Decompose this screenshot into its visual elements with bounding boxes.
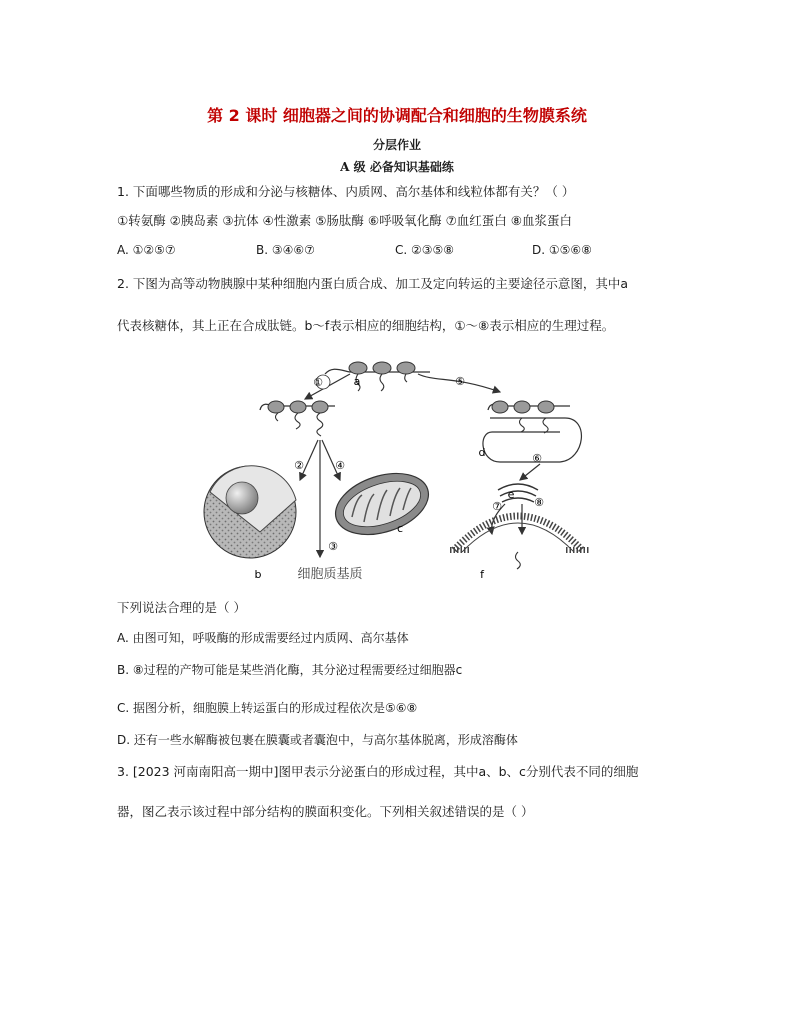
q2-option-d: D. 还有一些水解酶被包裹在膜囊或者囊泡中，与高尔基体脱离，形成溶酶体 xyxy=(117,733,518,747)
mitochondrion-c xyxy=(328,463,437,546)
level-heading: A 级 必备知识基础练 xyxy=(340,160,454,174)
q2-stem-line2: 代表核糖体，其上正在合成肽链。b～f表示相应的细胞结构，①～⑧表示相应的生理过程。 xyxy=(117,318,615,333)
q1-items: ①转氨酶 ②胰岛素 ③抗体 ④性激素 ⑤肠肽酶 ⑥呼吸氧化酶 ⑦血红蛋白 ⑧血浆蛋白 xyxy=(117,213,572,228)
q3-stem-line2: 器，图乙表示该过程中部分结构的膜面积变化。下列相关叙述错误的是（ ） xyxy=(117,804,534,819)
q1-option-a: A. ①②⑤⑦ xyxy=(117,243,176,257)
process-1: ① xyxy=(313,376,323,389)
q1-stem: 1. 下面哪些物质的形成和分泌与核糖体、内质网、高尔基体和线粒体都有关？（ ） xyxy=(117,184,575,199)
process-3: ③ xyxy=(328,540,338,553)
q2-stem-line1: 2. 下图为高等动物胰腺中某种细胞内蛋白质合成、加工及定向转运的主要途径示意图，其中a xyxy=(117,276,629,291)
process-8: ⑧ xyxy=(534,496,544,509)
protein-pathway-figure xyxy=(200,352,600,584)
process-7: ⑦ xyxy=(492,500,502,513)
cytoplasm-label: 细胞质基质 xyxy=(297,567,363,582)
process-6: ⑥ xyxy=(532,452,542,465)
golgi-e xyxy=(498,484,538,502)
section-heading: 分层作业 xyxy=(372,138,421,152)
q3-stem-line1: 3. [2023 河南南阳高一期中]图甲表示分泌蛋白的形成过程，其中a、b、c分别代表不同的细胞 xyxy=(117,764,639,779)
label-d: d xyxy=(478,446,486,459)
q1-option-c: C. ②③⑤⑧ xyxy=(395,243,455,257)
ribosome-a xyxy=(325,362,430,391)
q1-option-d: D. ①⑤⑥⑧ xyxy=(532,243,592,257)
label-a: a xyxy=(353,375,361,388)
q2-option-c: C. 据图分析，细胞膜上转运蛋白的形成过程依次是⑤⑥⑧ xyxy=(117,701,418,715)
q1-option-b: B. ③④⑥⑦ xyxy=(256,243,315,257)
q2-option-b: B. ⑧过程的产物可能是某些消化酶，其分泌过程需要经过细胞器c xyxy=(117,663,463,677)
process-4: ④ xyxy=(335,459,345,472)
free-ribosomes-left xyxy=(260,401,335,436)
label-e: e xyxy=(507,488,515,501)
label-f: f xyxy=(480,568,484,581)
process-5: ⑤ xyxy=(455,375,465,388)
label-c: c xyxy=(396,522,404,535)
label-b: b xyxy=(254,568,262,581)
cell-membrane-f xyxy=(450,516,590,569)
page-title: 第 2 课时 细胞器之间的协调配合和细胞的生物膜系统 xyxy=(207,106,587,125)
q2-option-a: A. 由图可知，呼吸酶的形成需要经过内质网、高尔基体 xyxy=(117,631,409,645)
nucleus-b xyxy=(204,466,296,558)
q2-prompt: 下列说法合理的是（ ） xyxy=(117,600,246,615)
process-2: ② xyxy=(294,459,304,472)
